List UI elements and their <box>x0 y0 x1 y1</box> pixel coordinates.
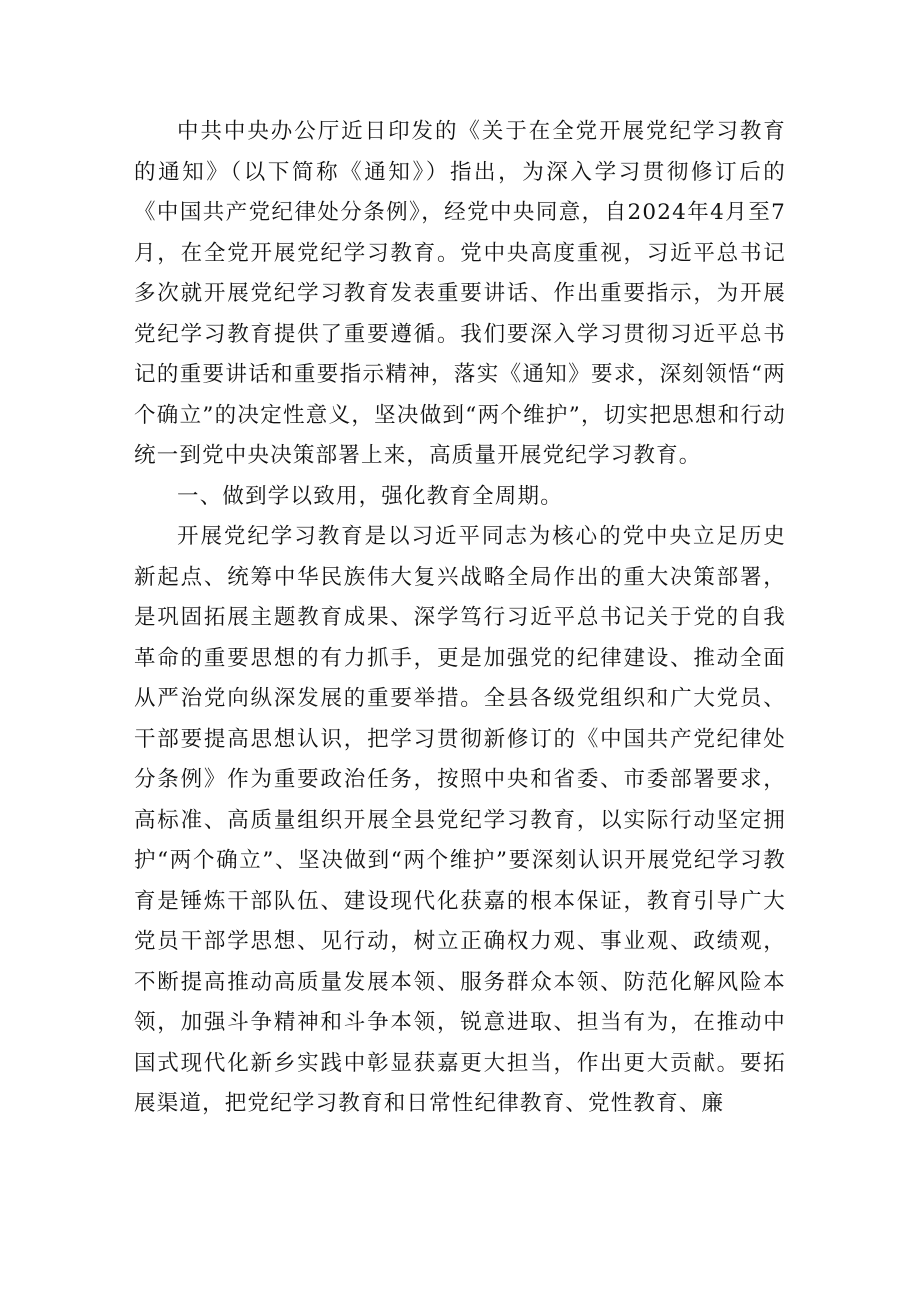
intro-paragraph: 中共中央办公厅近日印发的《关于在全党开展党纪学习教育的通知》（以下简称《通知》）指出，为深入学习贯彻修订后的《中国共产党纪律处分条例》，经党中央同意，自2024年4月至7月，在全党开展党纪学习教育。党中央高度重视，习近平总书记多次就开展党纪学习教育发表重要讲话、作出重要指示，为开展党纪学习教育提供了重要遵循。我们要深入学习贯彻习近平总书记的重要讲话和重要指示精神，落实《通知》要求，深刻领悟“两个确立”的决定性意义，坚决做到“两个维护”，切实把思想和行动统一到党中央决策部署上来，高质量开展党纪学习教育。 <box>134 119 786 468</box>
document-body <box>134 112 786 1125</box>
section-1-paragraph: 开展党纪学习教育是以习近平同志为核心的党中央立足历史新起点、统筹中华民族伟大复兴战略全局作出的重大决策部署，是巩固拓展主题教育成果、深学笃行习近平总书记关于党的自我革命的重要思想的有力抓手，更是加强党的纪律建设、推动全面从严治党向纵深发展的重要举措。全县各级党组织和广大党员、干部要提高思想认识，把学习贯彻新修订的《中国共产党纪律处分条例》作为重要政治任务，按照中央和省委、市委部署要求，高标准、高质量组织开展全县党纪学习教育，以实际行动坚定拥护“两个确立”、坚决做到“两个维护”要深刻认识开展党纪学习教育是锤炼干部队伍、建设现代化获嘉的根本保证，教育引导广大党员干部学思想、见行动，树立正确权力观、事业观、政绩观，不断提高推动高质量发展本领、服务群众本领、防范化解风险本领，加强斗争精神和斗争本领，锐意进取、担当有为，在推动中国式现代化新乡实践中彰显获嘉更大担当，作出更大贡献。要拓展渠道，把党纪学习教育和日常性纪律教育、党性教育、廉 <box>134 524 786 1116</box>
section-heading-1: 一、做到学以致用，强化教育全周期。 <box>177 483 563 509</box>
